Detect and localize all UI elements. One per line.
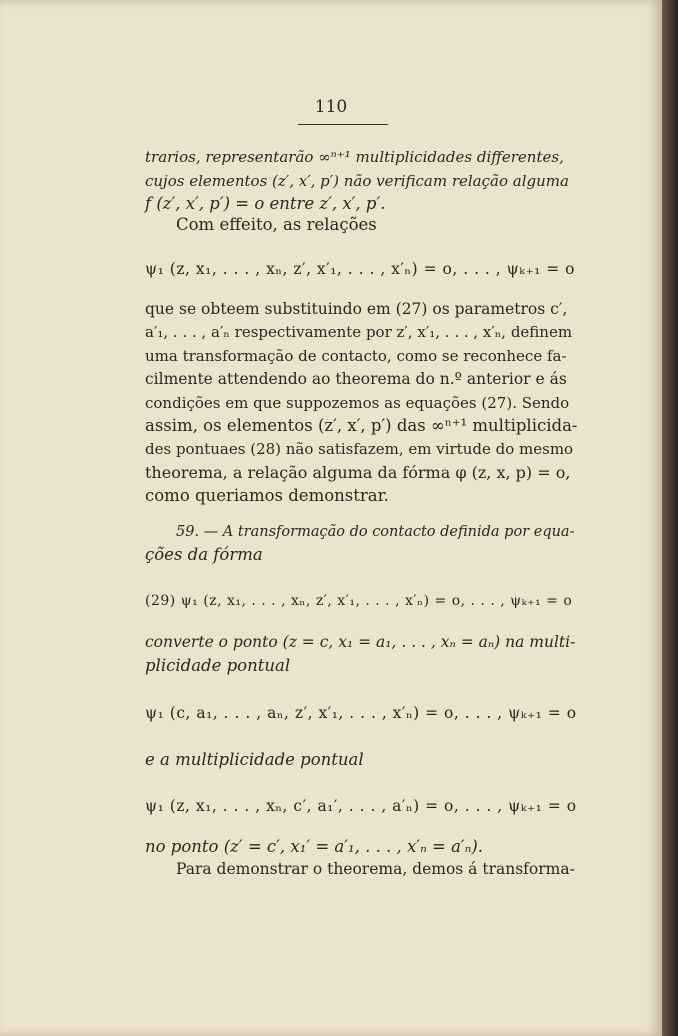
text-line: f (z′, x′, p′) = o entre z′, x′, p′. xyxy=(145,194,386,213)
text-line: e a multiplicidade pontual xyxy=(145,750,364,769)
text-line: theorema, a relação alguma da fórma φ (z, x, p) = o, xyxy=(145,463,571,482)
text-line: Com effeito, as relações xyxy=(176,215,377,234)
text-line: ções da fórma xyxy=(145,545,263,564)
text-line: uma transformação de contacto, como se reconhece fa- xyxy=(145,347,567,365)
text-line: converte o ponto (z = c, x₁ = a₁, . . . , xₙ = aₙ) na multi- xyxy=(145,633,576,651)
equation: ψ₁ (z, x₁, . . . , xₙ, c′, a₁′, . . . , a′ₙ) = o, . . . , ψₖ₊₁ = o xyxy=(145,797,577,815)
text-line: cilmente attendendo ao theorema do n.º anterior e ás xyxy=(145,370,567,388)
page-number: 110 xyxy=(314,97,348,117)
text-line: a′₁, . . . , a′ₙ respectivamente por z′, x′₁, . . . , x′ₙ, definem xyxy=(145,323,573,341)
text-line: como queriamos demonstrar. xyxy=(145,486,389,505)
text-line: plicidade pontual xyxy=(145,656,291,675)
text-line: Para demonstrar o theorema, demos á transforma- xyxy=(176,860,575,878)
equation: ψ₁ (z, x₁, . . . , xₙ, z′, x′₁, . . . , x′ₙ) = o, . . . , ψₖ₊₁ = o xyxy=(145,260,576,278)
text-line: assim, os elementos (z′, x′, p′) das ∞ⁿ⁺¹ multiplicida- xyxy=(145,416,578,435)
text-line: des pontuaes (28) não satisfazem, em virtude do mesmo xyxy=(145,440,574,458)
book-binding xyxy=(662,0,678,1036)
section-heading: 59. — A transformação do contacto definida por equa- xyxy=(176,524,575,540)
text-line: trarios, representarão ∞ⁿ⁺¹ multiplicidades differentes, xyxy=(145,148,564,166)
equation: (29) ψ₁ (z, x₁, . . . , xₙ, z′, x′₁, . . . , x′ₙ) = o, . . . , ψₖ₊₁ = o xyxy=(145,593,573,609)
header-rule xyxy=(298,124,388,125)
equation: ψ₁ (c, a₁, . . . , aₙ, z′, x′₁, . . . , x′ₙ) = o, . . . , ψₖ₊₁ = o xyxy=(145,704,577,722)
text-line: no ponto (z′ = c′, x₁′ = a′₁, . . . , x′ₙ = a′ₙ). xyxy=(145,837,484,856)
text-line: condições em que suppozemos as equações (27). Sendo xyxy=(145,394,570,412)
text-line: cujos elementos (z′, x′, p′) não verificam relação alguma xyxy=(145,172,569,190)
text-line: que se obteem substituindo em (27) os parametros c′, xyxy=(145,300,568,318)
